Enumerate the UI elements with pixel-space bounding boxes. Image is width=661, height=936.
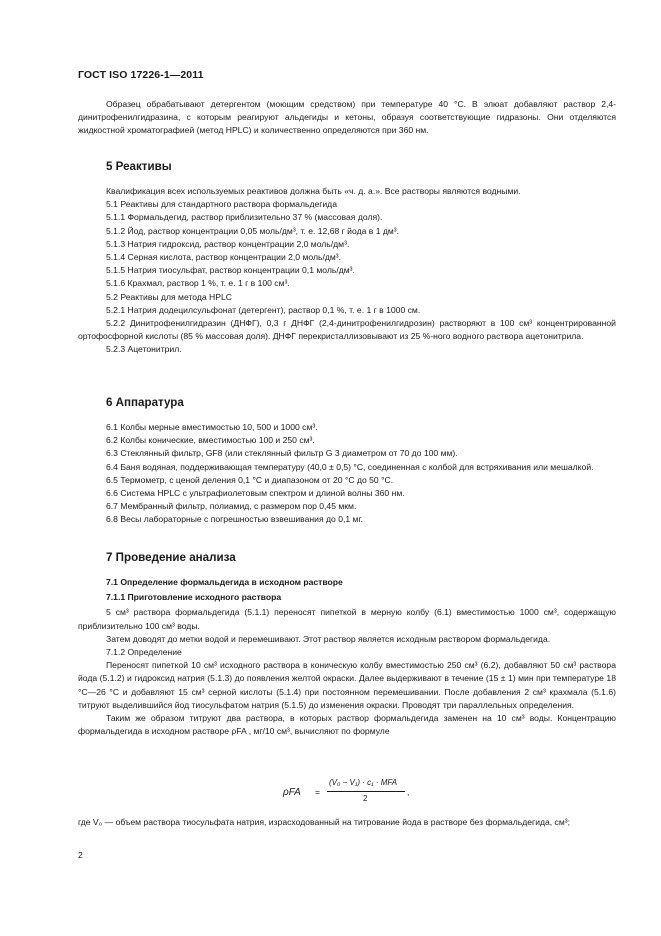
section-7-body (78, 576, 616, 738)
subsection-711-title: 7.1.1 Приготовление исходного раствора (106, 592, 282, 603)
list-item: 5.1 Реактивы для стандартного раствора формальдегида (106, 199, 337, 210)
formula-lhs: ρFA (283, 787, 301, 798)
list-item: 5.1.5 Натрия тиосульфат, раствор концентрации 0,1 моль/дм³. (106, 265, 355, 276)
section-6-body (78, 421, 616, 527)
formula-numerator: (V₀ − V₁) · c₁ · MFA (329, 778, 398, 787)
formula-denominator: 2 (363, 794, 368, 803)
list-item: 5.1.6 Крахмал, раствор 1 %, т. е. 1 г в 100 см³. (106, 278, 290, 289)
formula-equals: = (315, 787, 321, 797)
list-item-64: 6.4 Баня водяная, поддерживающая температуру (40,0 ± 0,5) °С, соединенная с колбой для встряхивания или мешалкой. (106, 461, 594, 472)
section-5-body (78, 185, 616, 357)
paragraph-712-1: Переносят пипеткой 10 см³ исходного раствора в коническую колбу вместимостью 250 см³ (6.2), добавляют 50 см³ раствора йода (5.1.2) и гидроксид натрия (5.1.3) до появления желтой окраски. Далее выдерживают в течение (15 ± 1) мин при температуре 18 °С—26 °С и добавляют 15 см³ серной кислоты (5.1.4) при постоянном перемешивании. После добавления 2 см³ крахмала (5.1.6) титруют выделившийся йод тиосульфатом натрия (5.1.5) до изменения окраски. Проводят три параллельных определения. (78, 660, 616, 710)
list-item: 6.2 Колбы конические, вместимостью 100 и 250 см³. (106, 435, 315, 446)
page-number: 2 (78, 850, 83, 860)
section-7-title: 7 Проведение анализа (106, 551, 236, 564)
list-item-522: 5.2.2 Динитрофенилгидразин (ДНФГ), 0,3 г ДНФГ (2,4-динитрофенилгидрозин) растворяют в 100 см³ концентрированной ортофосфорной кислоты (85 % массовая доля). ДНФГ перекристаллизовывают из 25 %-ного водного раствора ацетонитрила. (78, 318, 616, 342)
paragraph-712-2: Таким же образом титруют два раствора, в которых раствор формальдегида заменен на 10 см³ воды. Концентрацию формальдегида в исходном растворе ρFA , мг/10 см³, вычисляют по формуле (78, 713, 616, 737)
formula-comma: , (407, 787, 410, 797)
formula-fraction-bar (327, 791, 405, 792)
where-clause: где V₀ — объем раствора тиосульфата натрия, израсходованный на титрование йода в растворе без формальдегида, см³; (78, 817, 571, 827)
list-item: 5.2 Реактивы для метода HPLC (106, 291, 232, 302)
list-item: 5.1.3 Натрия гидроксид, раствор концентрации 2,0 моль/дм³. (106, 238, 350, 249)
section-5-title: 5 Реактивы (106, 160, 172, 173)
list-item: 6.3 Стеклянный фильтр, GF8 (или стеклянный фильтр G 3 диаметром от 70 до 100 мм). (106, 448, 458, 459)
subsection-712-title: 7.1.2 Определение (106, 647, 182, 658)
paragraph-711-2: Затем доводят до метки водой и перемешивают. Этот раствор является исходным раствором формальдегида. (106, 633, 551, 644)
list-item: 6.8 Весы лабораторные с погрешностью взвешивания до 0,1 мг. (106, 514, 363, 525)
section-5-lead: Квалификация всех используемых реактивов должна быть «ч. д. а.». Все растворы являются водными. (106, 186, 521, 196)
list-item: 6.6 Система HPLC с ультрафиолетовым спектром и длиной волны 360 нм. (106, 488, 405, 499)
list-item: 5.1.4 Серная кислота, раствор концентрации 2,0 моль/дм³. (106, 252, 342, 263)
intro-paragraph: Образец обрабатывают детергентом (моющим средством) при температуре 40 °С. В элюат добавляют раствор 2,4-динитрофенилгидразина, с которым реагируют альдегиды и кетоны, образуя соответствующие гидразоны. Они отделяются жидкостной хроматографией (метод HPLC) и количественно определяются при 360 нм. (78, 99, 616, 136)
paragraph-711-1: 5 см³ раствора формальдегида (5.1.1) переносят пипеткой в мерную колбу (6.1) вместимостью 1000 см³, содержащую приблизительно 100 см³ воды. (78, 607, 616, 631)
intro-block (78, 98, 616, 138)
list-item: 5.1.1 Формальдегид, раствор приблизительно 37 % (массовая доля). (106, 212, 383, 223)
document-header: ГОСТ ISO 17226-1—2011 (78, 69, 204, 81)
list-item: 6.7 Мембранный фильтр, полиамид, с размером пор 0,45 мкм. (106, 501, 357, 512)
section-6-title: 6 Аппаратура (106, 396, 184, 409)
list-item: 5.1.2 Йод, раствор концентрации 0,05 моль/дм³, т. е. 12,68 г йода в 1 дм³. (106, 225, 400, 236)
formula-rho-fa (283, 778, 443, 814)
list-item-523: 5.2.3 Ацетонитрил. (106, 344, 182, 355)
list-item: 6.5 Термометр, с ценой деления 0,1 °С и диапазоном от 20 °С до 50 °С. (106, 474, 394, 485)
subsection-71-title: 7.1 Определение формальдегида в исходном растворе (106, 577, 343, 587)
list-item: 6.1 Колбы мерные вместимостью 10, 500 и 1000 см³. (106, 422, 318, 432)
list-item: 5.2.1 Натрия додецилсульфонат (детергент), раствор 0,1 %, т. е. 1 г в 1000 см. (106, 304, 421, 315)
